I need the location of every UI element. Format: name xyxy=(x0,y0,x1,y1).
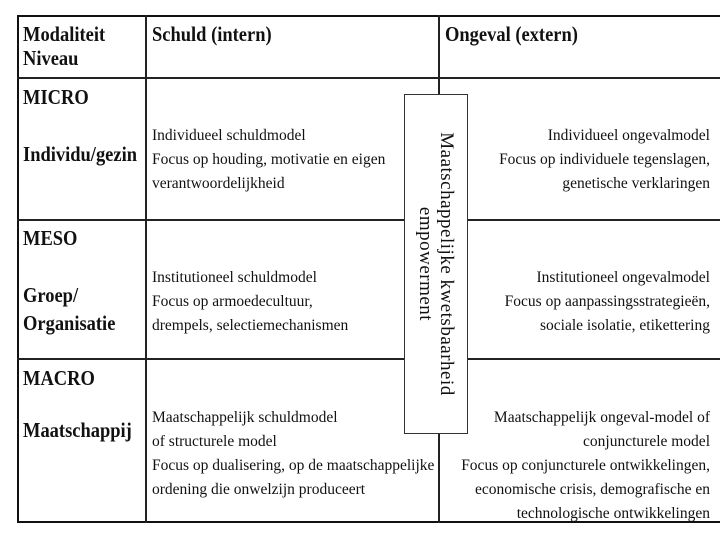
label-empowerment: empowerment xyxy=(415,206,436,322)
meso-intern-text xyxy=(152,266,348,338)
sublevel-maatschappij xyxy=(23,418,132,442)
micro-intern-text xyxy=(152,124,385,196)
sublevel-line: Individu/gezin xyxy=(23,142,138,166)
header-ongeval-extern: Ongeval (extern) xyxy=(445,22,578,46)
text-line: Focus op individuele tegenslagen, xyxy=(499,151,710,168)
row-divider xyxy=(17,358,720,360)
vulnerability-label xyxy=(415,94,457,434)
text-line: economische crisis, demografische en xyxy=(475,481,710,498)
header-modaliteit-niveau xyxy=(23,22,105,70)
level-macro: MACRO xyxy=(23,366,95,390)
sublevel-line: Groep/ xyxy=(23,283,79,307)
macro-extern-text xyxy=(461,406,710,526)
text-line: Focus op conjuncturele ontwikkelingen, xyxy=(461,457,710,474)
text-line: Individueel ongevalmodel xyxy=(547,127,710,144)
text-line: sociale isolatie, etikettering xyxy=(539,317,710,334)
text-line: Institutioneel schuldmodel xyxy=(152,269,317,286)
text-line: Focus op dualisering, op de maatschappelijke xyxy=(152,457,435,474)
text-line: Focus op armoedecultuur, xyxy=(152,293,313,310)
text-line: Maatschappelijk schuldmodel xyxy=(152,409,338,426)
header-schuld-intern: Schuld (intern) xyxy=(152,22,272,46)
label-kwetsbaarheid: Maatschappelijke kwetsbaarheid xyxy=(436,132,457,396)
text-line: ordening die onwelzijn produceert xyxy=(152,481,366,498)
text-line: Focus op aanpassingsstrategieën, xyxy=(504,293,710,310)
vulnerability-label-box xyxy=(404,94,468,434)
level-micro: MICRO xyxy=(23,85,89,109)
row-divider xyxy=(17,77,720,79)
column-divider xyxy=(145,15,147,523)
row-divider xyxy=(17,219,720,221)
level-meso: MESO xyxy=(23,226,78,250)
text-line: technologische ontwikkelingen xyxy=(516,505,710,522)
text-line: Individueel schuldmodel xyxy=(152,127,306,144)
text-line: verantwoordelijkheid xyxy=(152,175,285,192)
micro-extern-text xyxy=(499,124,710,196)
text-line: genetische verklaringen xyxy=(562,175,710,192)
text-line: Institutioneel ongevalmodel xyxy=(536,269,710,286)
text-line: Focus op houding, motivatie en eigen xyxy=(152,151,386,168)
text-line: Maatschappelijk ongeval-model of xyxy=(493,409,710,426)
macro-intern-text xyxy=(152,406,434,502)
text-line: conjuncturele model xyxy=(583,433,710,450)
text-line: of structurele model xyxy=(152,433,277,450)
header-niveau: Niveau xyxy=(23,46,79,70)
sublevel-line: Maatschappij xyxy=(23,418,132,442)
header-modaliteit: Modaliteit xyxy=(23,22,106,46)
sublevel-individu-gezin xyxy=(23,142,137,166)
sublevel-line: Organisatie xyxy=(23,311,116,335)
text-line: drempels, selectiemechanismen xyxy=(152,317,349,334)
sublevel-groep-organisatie xyxy=(23,283,115,335)
meso-extern-text xyxy=(505,266,710,338)
